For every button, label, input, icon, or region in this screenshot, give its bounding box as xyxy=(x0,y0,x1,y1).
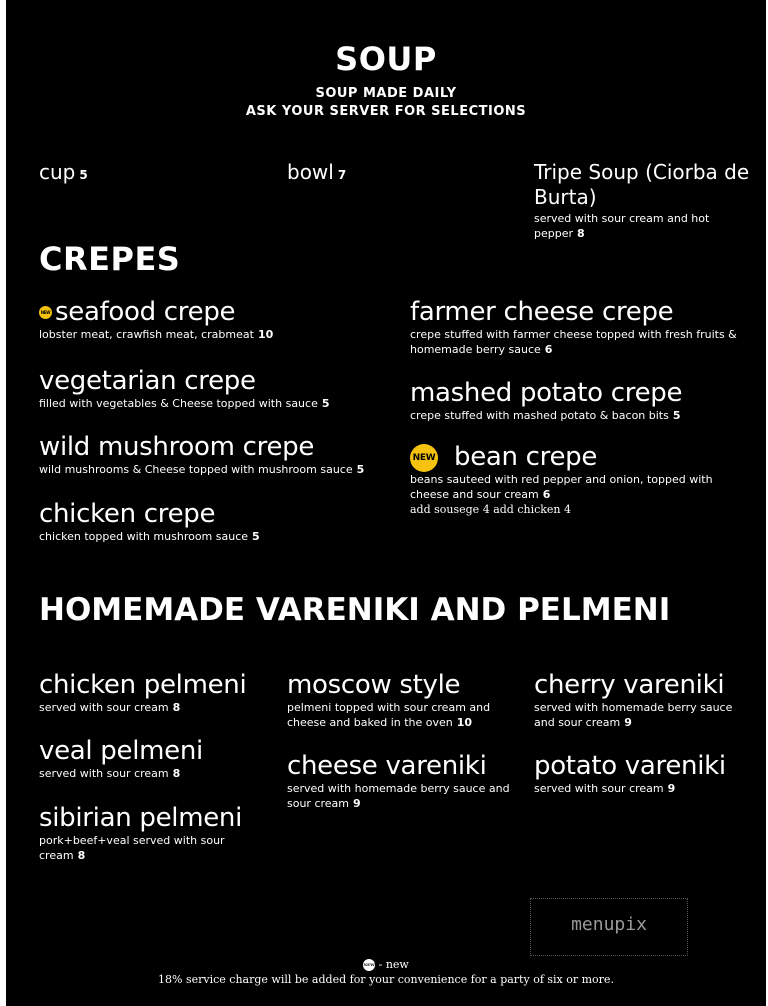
soup-subtitle-daily: SOUP MADE DAILY xyxy=(315,86,457,101)
item-name: vegetarian crepe xyxy=(39,366,256,396)
item-name: chicken crepe xyxy=(39,499,216,529)
item-desc: crepe stuffed with farmer cheese topped with fresh fruits & homemade berry sauce 6 xyxy=(410,328,737,356)
item-desc: pelmeni topped with sour cream and cheese and baked in the oven 10 xyxy=(287,701,491,729)
soup-bowl xyxy=(287,160,346,185)
vareniki-item-chicken-pelmeni xyxy=(39,670,279,715)
item-name: cheese vareniki xyxy=(287,751,487,781)
soup-cup xyxy=(39,160,88,185)
soup-title: SOUP xyxy=(335,40,437,78)
vareniki-item-cheese-vareniki xyxy=(287,751,519,811)
crepe-item-vegetarian xyxy=(39,366,409,411)
item-desc: served with sour cream 8 xyxy=(39,701,181,714)
vareniki-item-sibirian-pelmeni xyxy=(39,803,243,863)
menu-page xyxy=(6,0,766,1006)
item-name: moscow style xyxy=(287,670,461,700)
service-charge-note: 18% service charge will be added for your convenience for a party of six or more. xyxy=(158,973,614,986)
soup-tripe xyxy=(534,160,759,241)
crepes-title: CREPES xyxy=(39,240,181,278)
item-name: farmer cheese crepe xyxy=(410,297,674,327)
new-badge-icon: NEW xyxy=(363,959,375,971)
soup-tripe-name: Tripe Soup (Ciorba de Burta) xyxy=(534,160,750,209)
item-desc: wild mushrooms & Cheese topped with mushroom sauce 5 xyxy=(39,463,365,476)
item-desc: served with homemade berry sauce and sour cream 9 xyxy=(287,782,510,810)
item-extra: add sousege 4 add chicken 4 xyxy=(410,503,572,516)
crepe-item-wild-mushroom xyxy=(39,432,409,477)
item-desc: filled with vegetables & Cheese topped with sauce 5 xyxy=(39,397,330,410)
crepe-item-bean xyxy=(410,442,750,517)
item-name: seafood crepe xyxy=(55,297,236,327)
crepe-item-mashed-potato xyxy=(410,378,750,423)
item-name: sibirian pelmeni xyxy=(39,803,243,833)
soup-cup-label: cup xyxy=(39,160,76,184)
soup-tripe-desc: served with sour cream and hot pepper 8 xyxy=(534,212,710,240)
item-desc: lobster meat, crawfish meat, crabmeat 10 xyxy=(39,328,274,341)
item-desc: chicken topped with mushroom sauce 5 xyxy=(39,530,260,543)
vareniki-item-cherry-vareniki xyxy=(534,670,756,730)
item-desc: served with sour cream 9 xyxy=(534,782,676,795)
vareniki-title: HOMEMADE VARENIKI AND PELMENI xyxy=(39,592,671,628)
item-desc: served with sour cream 8 xyxy=(39,767,181,780)
item-desc: crepe stuffed with mashed potato & bacon bits 5 xyxy=(410,409,681,422)
item-name: cherry vareniki xyxy=(534,670,725,700)
vareniki-item-moscow-style xyxy=(287,670,519,730)
item-name: veal pelmeni xyxy=(39,736,203,766)
item-desc: served with homemade berry sauce and sour cream 9 xyxy=(534,701,733,729)
new-badge-icon: NEW xyxy=(39,306,52,319)
soup-bowl-price: 7 xyxy=(337,168,347,182)
new-badge-icon: NEW xyxy=(410,444,438,472)
vareniki-item-potato-vareniki xyxy=(534,751,756,796)
soup-bowl-label: bowl xyxy=(287,160,334,184)
item-desc: pork+beef+veal served with sour cream 8 xyxy=(39,834,225,862)
crepe-item-chicken xyxy=(39,499,409,544)
new-legend xyxy=(6,958,766,971)
soup-cup-price: 5 xyxy=(79,168,88,182)
new-legend-text: - new xyxy=(378,958,409,971)
crepe-item-seafood xyxy=(39,297,409,342)
item-name: mashed potato crepe xyxy=(410,378,683,408)
item-name: wild mushroom crepe xyxy=(39,432,315,462)
soup-subtitle-ask: ASK YOUR SERVER FOR SELECTIONS xyxy=(245,104,527,119)
crepe-item-farmer-cheese xyxy=(410,297,750,357)
menupix-watermark: menupix xyxy=(530,898,688,956)
item-name: potato vareniki xyxy=(534,751,726,781)
item-name: bean crepe xyxy=(454,442,598,472)
vareniki-item-veal-pelmeni xyxy=(39,736,279,781)
item-desc: beans sauteed with red pepper and onion, topped with cheese and sour cream 6 xyxy=(410,473,713,501)
item-name: chicken pelmeni xyxy=(39,670,247,700)
